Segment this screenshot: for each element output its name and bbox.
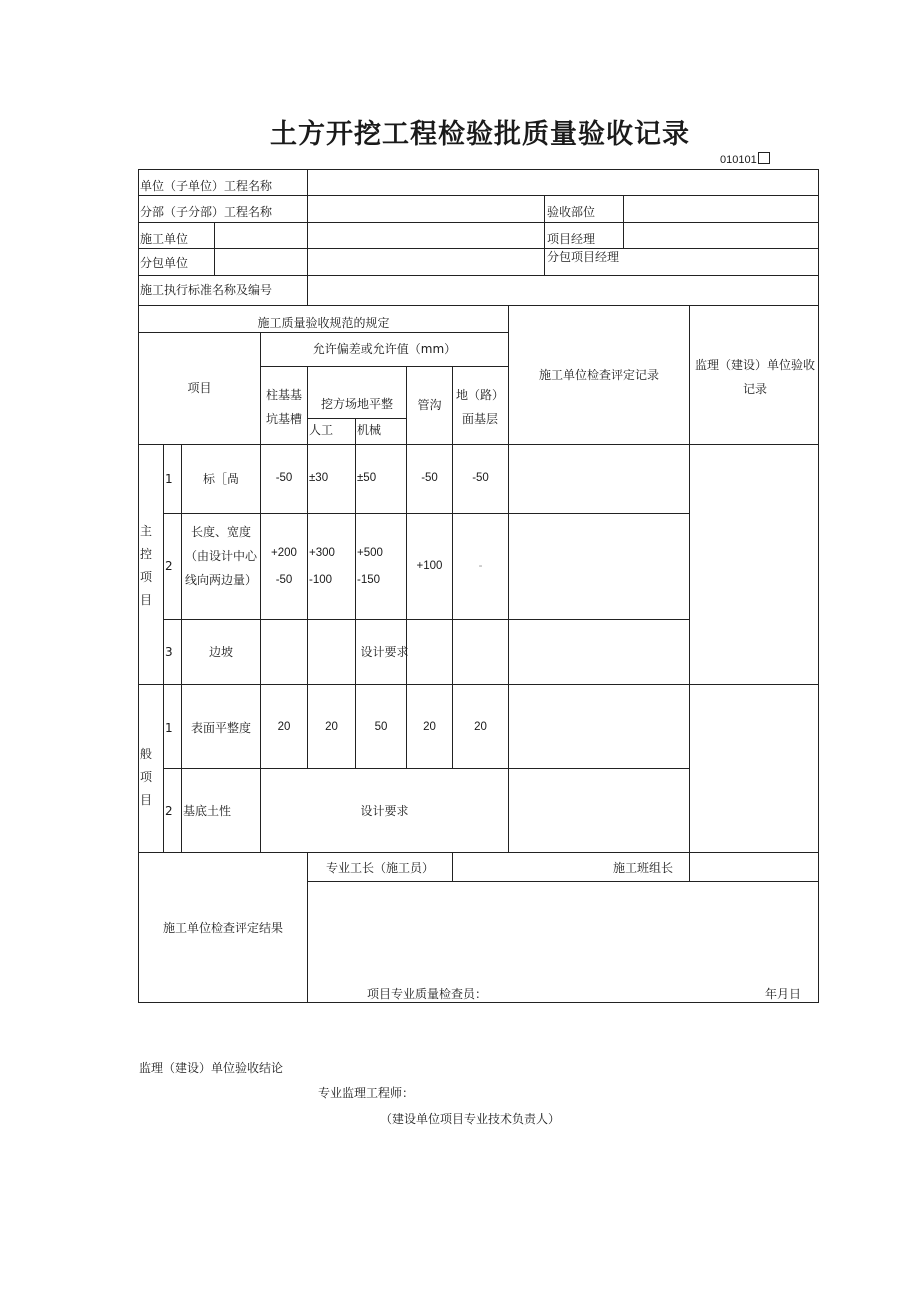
supervisor-record-header: 监理（建设）单位验收记录	[694, 358, 815, 396]
general-row-1-no: 1	[165, 721, 173, 735]
main-row-1-manual: ±30	[309, 472, 329, 484]
main-row-1-ditch: -50	[421, 472, 438, 484]
unit-project-name-label: 单位（子单位）工程名称	[140, 179, 273, 193]
tolerance-heading: 允许偏差或允许值（mm）	[312, 342, 457, 356]
main-row-2-pit: +200 -50	[271, 547, 297, 586]
project-manager-label: 项目经理	[547, 232, 596, 246]
responsible-label: （建设单位项目专业技术负责人）	[380, 1112, 561, 1126]
main-row-1-base: -50	[472, 472, 489, 484]
general-row-1-pit: 20	[277, 721, 291, 733]
engineer-label: 专业监理工程师：	[318, 1086, 415, 1100]
main-control-label: 主控项目	[140, 524, 153, 607]
sub-project-name-label: 分部（子分部）工程名称	[140, 205, 273, 219]
main-row-1-name: 标［咼	[202, 472, 239, 486]
main-row-1-pit: -50	[275, 472, 293, 484]
main-row-2-ditch: +100	[416, 560, 443, 572]
construction-unit-label: 施工单位	[140, 232, 189, 246]
main-row-2-name: 长度、宽度（由设计中心线向两边量）	[184, 525, 257, 587]
main-row-2-no: 2	[165, 559, 173, 573]
main-row-3-design: 设计要求	[360, 645, 409, 659]
general-row-1-name: 表面平整度	[190, 721, 251, 735]
standard-label: 施工执行标准名称及编号	[140, 283, 273, 297]
foreman-label: 专业工长（施工员）	[325, 861, 434, 875]
general-row-1-manual: 20	[325, 721, 338, 733]
main-row-2-base: -	[478, 560, 483, 572]
main-row-2-manual: +300 -100	[309, 547, 335, 586]
main-row-2-machine: +500 -150	[357, 547, 383, 586]
col-pit-header: 柱基基坑基槽	[265, 388, 302, 426]
main-row-3-no: 3	[165, 645, 173, 659]
main-row-3-name: 边坡	[208, 645, 233, 659]
result-label: 施工单位检查评定结果	[162, 921, 283, 935]
acceptance-part-label: 验收部位	[547, 205, 596, 219]
code-number: 010101	[720, 154, 757, 166]
col-ditch-header: 管沟	[417, 398, 442, 412]
main-row-1-no: 1	[165, 472, 173, 486]
spec-heading: 施工质量验收规范的规定	[257, 316, 390, 330]
col-base-header: 地（路）面基层	[455, 388, 504, 426]
team-leader-label: 施工班组长	[613, 861, 674, 875]
col-site-header: 挖方场地平整	[320, 397, 393, 411]
subcontract-manager-label: 分包项目经理	[547, 250, 620, 264]
general-label: 般项目	[140, 747, 153, 807]
general-row-1-base: 20	[474, 721, 487, 733]
general-row-2-design: 设计要求	[360, 804, 409, 818]
general-row-2-no: 2	[165, 804, 173, 818]
col-manual-header: 人工	[309, 423, 334, 437]
general-row-2-name: 基底土性	[183, 804, 232, 818]
document-title: 土方开挖工程检验批质量验收记录	[270, 119, 690, 150]
general-row-1-ditch: 20	[423, 721, 436, 733]
item-label: 项目	[187, 381, 212, 395]
main-row-1-machine: ±50	[357, 472, 377, 484]
conclusion-label: 监理（建设）单位验收结论	[139, 1061, 284, 1075]
inspector-label: 项目专业质量检查员：	[367, 987, 488, 1001]
date-label: 年月日	[765, 987, 802, 1001]
general-row-1-machine: 50	[374, 721, 388, 733]
contractor-record-header: 施工单位检查评定记录	[538, 368, 659, 382]
subcontract-unit-label: 分包单位	[140, 256, 189, 270]
col-machine-header: 机械	[357, 423, 382, 437]
